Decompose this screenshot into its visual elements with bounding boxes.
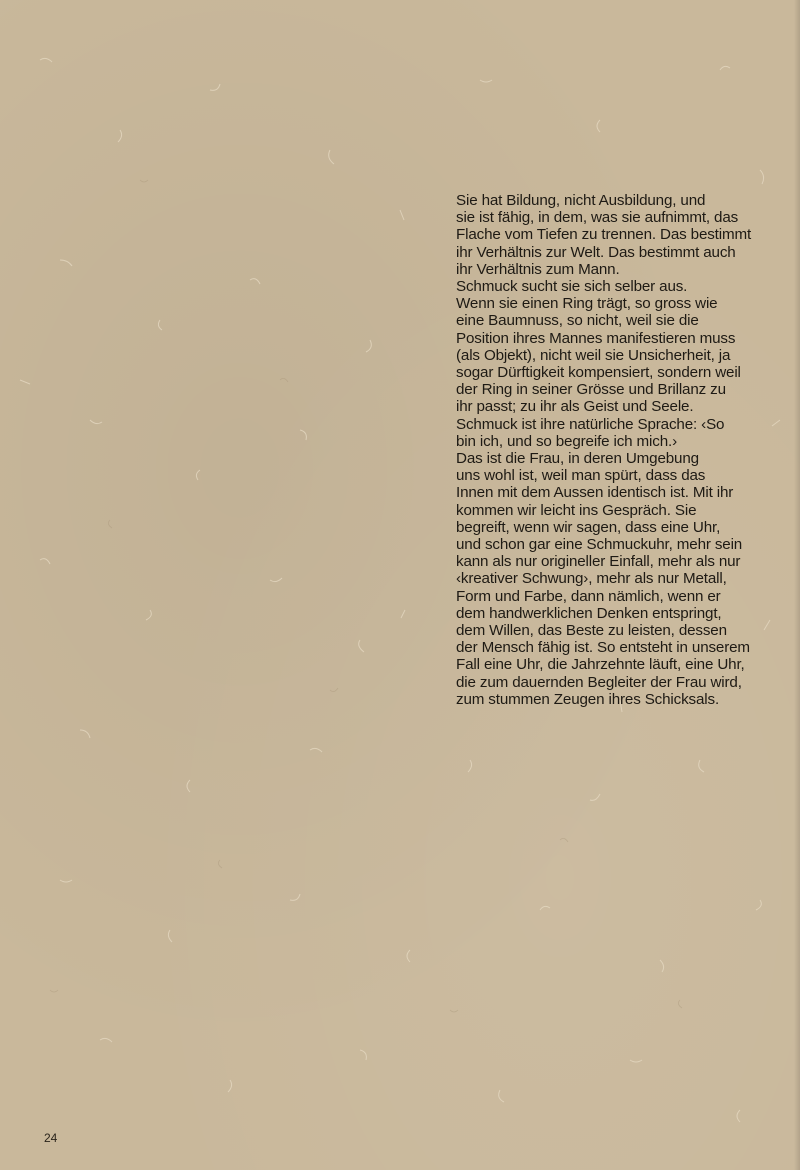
text-line: dem Willen, das Beste zu leisten, dessen bbox=[456, 622, 727, 640]
text-line: Schmuck sucht sie sich selber aus. bbox=[456, 278, 688, 296]
text-line: ‹kreativer Schwung›, mehr als nur Metall, bbox=[456, 570, 727, 588]
text-line: ihr passt; zu ihr als Geist und Seele. bbox=[456, 398, 694, 416]
text-line: Form und Farbe, dann nämlich, wenn er bbox=[456, 587, 721, 605]
text-line: Schmuck ist ihre natürliche Sprache: ‹So bbox=[456, 415, 725, 433]
text-line: sogar Dürftigkeit kompensiert, sondern weil bbox=[456, 364, 741, 382]
text-line: ihr Verhältnis zum Mann. bbox=[456, 260, 620, 278]
text-line: kommen wir leicht ins Gespräch. Sie bbox=[456, 501, 697, 519]
page-number: 24 bbox=[44, 1131, 58, 1145]
text-line: (als Objekt), nicht weil sie Unsicherheit, ja bbox=[456, 346, 731, 364]
text-line: Das ist die Frau, in deren Umgebung bbox=[456, 450, 699, 468]
text-line: der Mensch fähig ist. So entsteht in unserem bbox=[456, 639, 750, 657]
paragraph-2 bbox=[432, 278, 762, 450]
text-line: und schon gar eine Schmuckuhr, mehr sein bbox=[456, 536, 743, 554]
text-line: bin ich, und so begreife ich mich.› bbox=[456, 432, 677, 450]
text-line: sie ist fähig, in dem, was sie aufnimmt, das bbox=[456, 209, 739, 227]
text-line: Fall eine Uhr, die Jahrzehnte läuft, eine Uhr, bbox=[456, 656, 745, 674]
text-line: uns wohl ist, weil man spürt, dass das bbox=[456, 467, 706, 485]
text-line: Flache vom Tiefen zu trennen. Das bestimmt bbox=[456, 226, 752, 244]
text-line: eine Baumnuss, so nicht, weil sie die bbox=[456, 312, 699, 330]
text-line: Wenn sie einen Ring trägt, so gross wie bbox=[456, 295, 718, 313]
text-line: begreift, wenn wir sagen, dass eine Uhr, bbox=[456, 518, 721, 536]
body-text-column bbox=[432, 192, 762, 708]
text-line: ihr Verhältnis zur Welt. Das bestimmt auch bbox=[456, 243, 736, 261]
text-line: der Ring in seiner Grösse und Brillanz zu bbox=[456, 381, 726, 399]
text-line: kann als nur origineller Einfall, mehr als nur bbox=[456, 553, 741, 571]
paragraph-3 bbox=[432, 450, 762, 708]
page-edge-shadow bbox=[794, 0, 800, 1170]
text-line: dem handwerklichen Denken entspringt, bbox=[456, 604, 722, 622]
text-line: Innen mit dem Aussen identisch ist. Mit ihr bbox=[456, 484, 734, 502]
text-line: Sie hat Bildung, nicht Ausbildung, und bbox=[456, 192, 706, 209]
text-line: Position ihres Mannes manifestieren muss bbox=[456, 329, 736, 347]
paragraph-1 bbox=[432, 192, 762, 278]
text-line: die zum dauernden Begleiter der Frau wird, bbox=[456, 673, 742, 691]
text-line: zum stummen Zeugen ihres Schicksals. bbox=[456, 690, 720, 708]
